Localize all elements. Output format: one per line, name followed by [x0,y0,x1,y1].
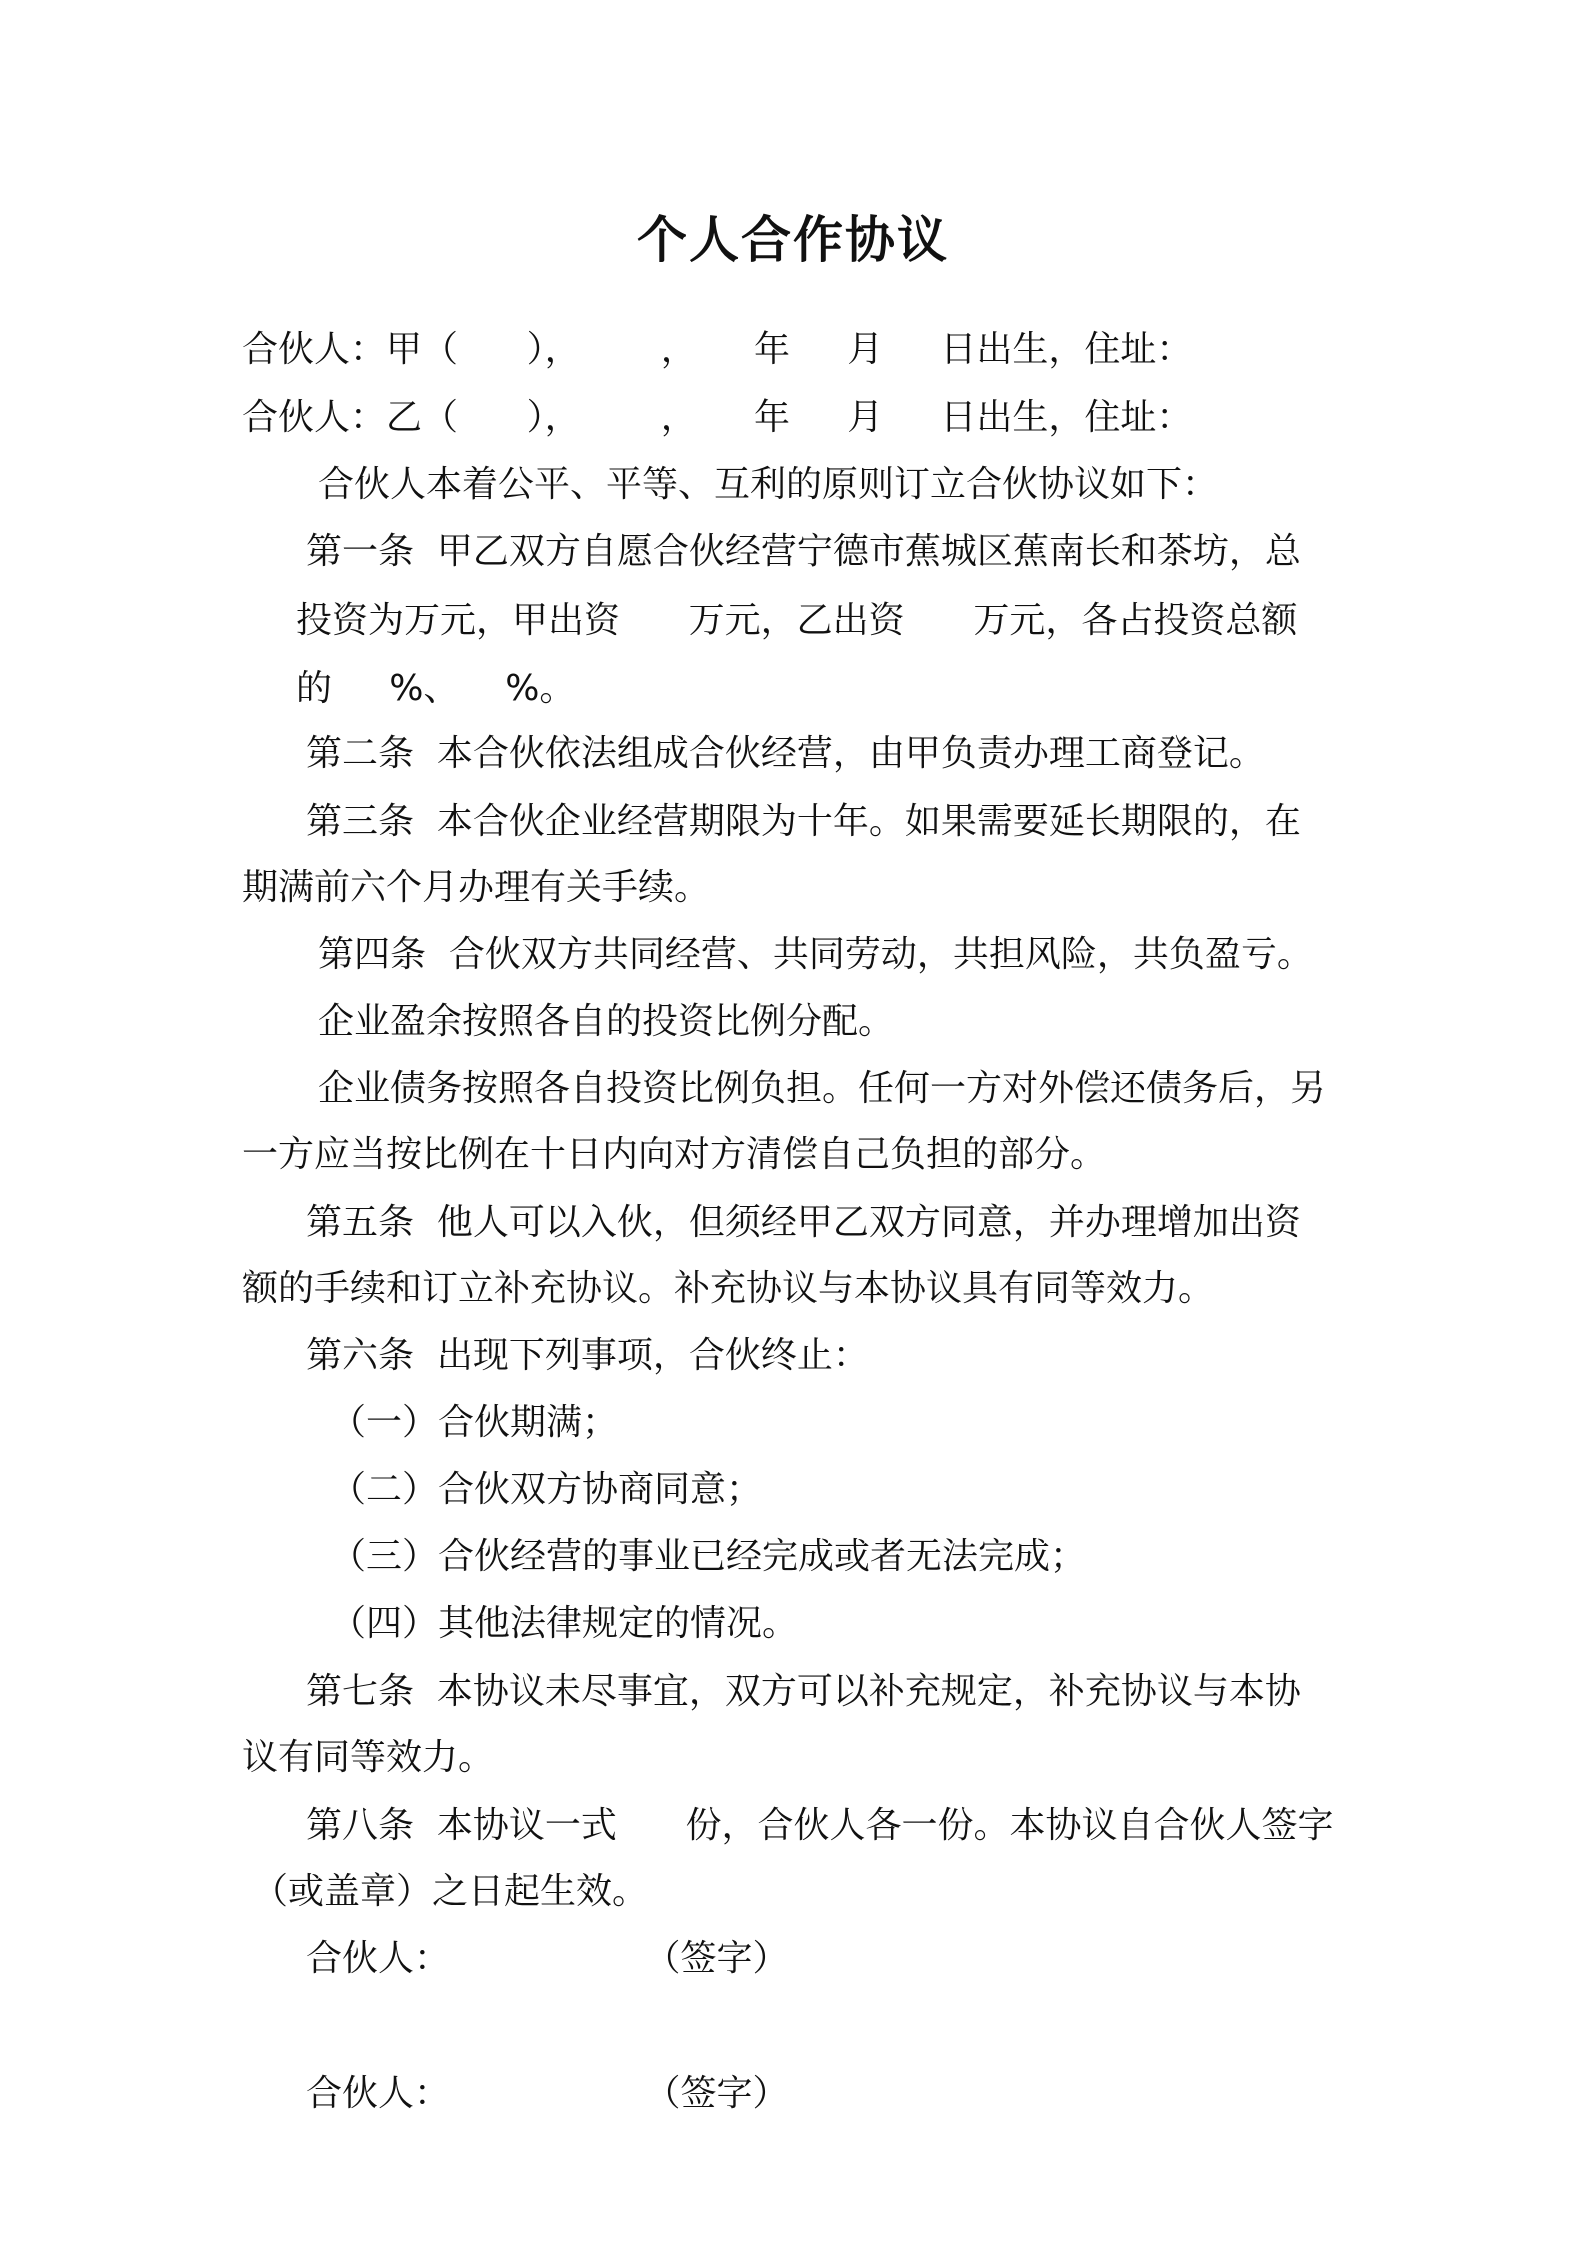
article-7-line-2: 议有同等效力。 [242,1737,495,1778]
article-4-debt-line-2: 一方应当按比例在十日内向对方清偿自己负担的部分。 [242,1134,1107,1175]
signature-line-partner-1: 合伙人： （签字） [306,1938,789,1979]
article-1-line-3: 的 %、 %。 [296,668,576,709]
article-4-debt-line-1: 企业债务按照各自投资比例负担。任何一方对外偿还债务后，另 [318,1068,1327,1109]
article-3-line-2: 期满前六个月办理有关手续。 [242,867,711,908]
article-5-line-2: 额的手续和订立补充协议。补充协议与本协议具有同等效力。 [242,1268,1215,1309]
article-4-profit-line: 企业盈余按照各自的投资比例分配。 [318,1001,895,1042]
article-2-line: 第二条 本合伙依法组成合伙经营，由甲负责办理工商登记。 [306,733,1265,774]
signature-line-partner-2: 合伙人： （签字） [306,2073,789,2114]
article-6-item-1: （一）合伙期满； [330,1402,619,1443]
article-5-line-1: 第五条 他人可以入伙，但须经甲乙双方同意，并办理增加出资 [306,1202,1301,1243]
preamble-line: 合伙人本着公平、平等、互利的原则订立合伙协议如下： [318,464,1219,505]
article-4-line: 第四条 合伙双方共同经营、共同劳动，共担风险，共负盈亏。 [318,934,1313,975]
article-6-line: 第六条 出现下列事项，合伙终止： [306,1335,869,1376]
article-6-item-3: （三）合伙经营的事业已经完成或者无法完成； [330,1536,1087,1577]
partner-b-info-line: 合伙人：乙（ ）， ， 年 月 日出生，住址： [242,397,1193,438]
partner-a-info-line: 合伙人：甲（ ）， ， 年 月 日出生，住址： [242,329,1193,370]
article-7-line-1: 第七条 本协议未尽事宜，双方可以补充规定，补充协议与本协 [306,1671,1301,1712]
article-1-line-1: 第一条 甲乙双方自愿合伙经营宁德市蕉城区蕉南长和茶坊，总 [306,531,1301,572]
article-8-line-2: （或盖章）之日起生效。 [252,1871,649,1912]
article-8-line-1: 第八条 本协议一式 份，合伙人各一份。本协议自合伙人签字 [306,1805,1334,1846]
article-3-line-1: 第三条 本合伙企业经营期限为十年。如果需要延长期限的，在 [306,801,1301,842]
article-1-line-2: 投资为万元，甲出资 万元，乙出资 万元，各占投资总额 [296,600,1298,641]
article-6-item-2: （二）合伙双方协商同意； [330,1469,763,1510]
document-title: 个人合作协议 [637,211,949,269]
article-6-item-4: （四）其他法律规定的情况。 [330,1603,799,1644]
